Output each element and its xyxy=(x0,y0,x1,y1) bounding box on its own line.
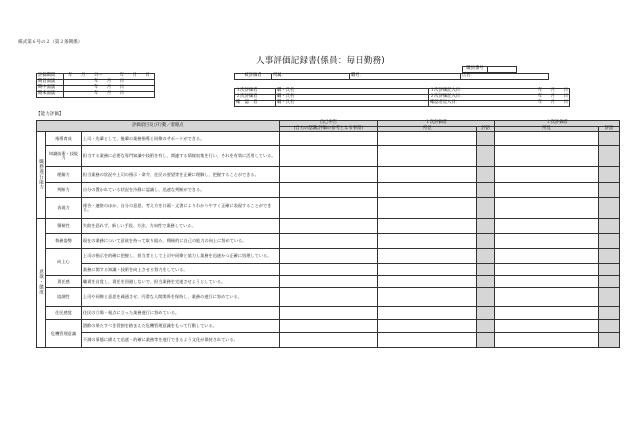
item-label: 理解力 xyxy=(45,167,81,183)
period-table xyxy=(36,73,155,98)
second-grade-cell[interactable] xyxy=(598,198,619,219)
first-grade-cell[interactable] xyxy=(477,276,495,288)
item-label: 積極性 xyxy=(45,219,81,234)
table-row xyxy=(37,320,620,333)
person-label: 被評価者 xyxy=(235,74,272,80)
second-grade-cell[interactable] xyxy=(598,146,619,167)
first-opinion-cell[interactable] xyxy=(378,307,477,320)
first-opinion-cell[interactable] xyxy=(378,320,477,333)
second-grade-cell[interactable] xyxy=(598,219,619,234)
period-label-3: 期末面談 xyxy=(37,92,64,98)
group-label xyxy=(37,132,46,219)
self-assessment-cell[interactable] xyxy=(279,132,378,146)
evaluator-label-2: 確 認 者 xyxy=(235,101,276,107)
table-row xyxy=(37,264,620,276)
second-opinion-cell[interactable] xyxy=(495,183,599,198)
table-row xyxy=(37,146,620,167)
item-label: 協調性 xyxy=(45,288,81,307)
first-opinion-cell[interactable] xyxy=(378,167,477,183)
table-row xyxy=(37,333,620,348)
item-description: 上司や同僚と意思を疎通させ、円滑な人間関係を保持し、業務の遂行に努めている。 xyxy=(81,288,279,307)
first-grade-cell[interactable] xyxy=(477,307,495,320)
item-label: 責任感 xyxy=(45,276,81,288)
evaluator-label-1: ２次評価者 xyxy=(235,95,276,101)
first-opinion-cell[interactable] xyxy=(378,146,477,167)
self-assessment-cell[interactable] xyxy=(279,167,378,183)
second-opinion-cell[interactable] xyxy=(495,219,599,234)
second-grade-cell[interactable] xyxy=(598,264,619,276)
first-grade-cell[interactable] xyxy=(477,132,495,146)
header-first-opinion: 所見 xyxy=(378,126,477,132)
table-row xyxy=(37,167,620,183)
evaluator-name-0[interactable]: 職・氏名 xyxy=(276,89,429,95)
item-description: 業務に関する知識・技術を向上させる努力をしている。 xyxy=(81,264,279,276)
first-grade-cell[interactable] xyxy=(477,183,495,198)
item-description: 職責を自覚し、責任を回避しないで、担当業務を完遂させようとしている。 xyxy=(81,276,279,288)
self-assessment-cell[interactable] xyxy=(279,264,378,276)
period-value-3[interactable]: 年 月 日 xyxy=(64,92,155,98)
evaluator-date-2[interactable]: 年 月 日 xyxy=(487,101,570,107)
first-grade-cell[interactable] xyxy=(477,249,495,264)
table-row xyxy=(37,276,620,288)
first-opinion-cell[interactable] xyxy=(378,198,477,219)
group-label-text: 職務遂行能力 xyxy=(38,158,44,190)
second-opinion-cell[interactable] xyxy=(495,249,599,264)
table-row xyxy=(37,288,620,307)
item-description: 報告・連絡のほか、自分の意思、考え方を口頭・文書によりわかりやすく正確に表現することができる。 xyxy=(81,198,279,219)
second-grade-cell[interactable] xyxy=(598,234,619,249)
first-opinion-cell[interactable] xyxy=(378,288,477,307)
item-description: 住民の立場・視点に立った業務遂行に努めている。 xyxy=(81,307,279,320)
first-opinion-cell[interactable] xyxy=(378,183,477,198)
header-self: 自己申告 xyxy=(279,121,378,127)
self-assessment-cell[interactable] xyxy=(279,234,378,249)
first-grade-cell[interactable] xyxy=(477,198,495,219)
person-table xyxy=(234,73,549,80)
item-description: 失敗を恐れず、新しい手段、方法、方向性で業務している。 xyxy=(81,219,279,234)
header-second-opinion: 所見 xyxy=(495,126,599,132)
second-opinion-cell[interactable] xyxy=(495,307,599,320)
item-description: 自分の置かれている状況を冷静に認識し、迅速な判断ができる。 xyxy=(81,183,279,198)
item-description: 担当業務の状況や上司の指示・命令、住民の要望等を正確に理解し、把握することができる。 xyxy=(81,167,279,183)
section-title: 【能力評価】 xyxy=(36,112,64,117)
table-row xyxy=(37,198,620,219)
item-description: 現在の業務について意欲を持って取り組み、積極的に自己の能力の向上に努めている。 xyxy=(81,234,279,249)
evaluator-date-label-0: １次評価記入日： xyxy=(429,89,488,95)
self-assessment-cell[interactable] xyxy=(279,183,378,198)
second-grade-cell[interactable] xyxy=(598,333,619,348)
first-grade-cell[interactable] xyxy=(477,234,495,249)
evaluator-name-1[interactable]: 職・氏名 xyxy=(276,95,429,101)
period-value-1[interactable]: 年 月 日 xyxy=(64,80,155,86)
first-opinion-cell[interactable] xyxy=(378,276,477,288)
person-name-field[interactable]: 氏名： xyxy=(461,74,549,80)
self-assessment-cell[interactable] xyxy=(279,276,378,288)
header-first-grade: 評語 xyxy=(477,126,495,132)
header-first: １次評価者 xyxy=(378,121,495,127)
first-opinion-cell[interactable] xyxy=(378,132,477,146)
item-label: 危機管理意識 xyxy=(45,320,81,348)
first-grade-cell[interactable] xyxy=(477,333,495,348)
evaluator-date-label-2: 確認者記入日： xyxy=(429,101,488,107)
period-value-0[interactable]: 年 月 日〜 年 月 日 xyxy=(64,74,155,80)
second-opinion-cell[interactable] xyxy=(495,320,599,333)
table-row xyxy=(37,307,620,320)
page-title: 人事評価記録書(係員：毎日勤務) xyxy=(256,56,385,66)
evaluator-name-2[interactable]: 職・氏名 xyxy=(276,101,429,107)
person-position-field[interactable]: 職名： xyxy=(350,74,461,80)
first-grade-cell[interactable] xyxy=(477,146,495,167)
item-label: 表現力 xyxy=(45,198,81,219)
form-number: 様式第６号の２（第２条関係） xyxy=(18,40,83,45)
record-number-field[interactable] xyxy=(488,67,517,73)
self-assessment-cell[interactable] xyxy=(279,333,378,348)
period-label-0: 評価期間 xyxy=(37,74,64,80)
item-label: 知識技術・技能力 xyxy=(45,146,81,167)
second-grade-cell[interactable] xyxy=(598,307,619,320)
second-grade-cell[interactable] xyxy=(598,183,619,198)
evaluator-date-label-1: ２次評価記入日： xyxy=(429,95,488,101)
second-grade-cell[interactable] xyxy=(598,276,619,288)
second-opinion-cell[interactable] xyxy=(495,288,599,307)
self-assessment-cell[interactable] xyxy=(279,219,378,234)
record-number-label: 職員番号 xyxy=(463,67,488,73)
second-grade-cell[interactable] xyxy=(598,320,619,333)
item-label: 向上心 xyxy=(45,249,81,276)
evaluator-label-0: １次評価者 xyxy=(235,89,276,95)
person-dept-field[interactable]: 所属： xyxy=(272,74,350,80)
table-row xyxy=(37,234,620,249)
first-opinion-cell[interactable] xyxy=(378,234,477,249)
item-label: 執務姿勢 xyxy=(45,234,81,249)
first-grade-cell[interactable] xyxy=(477,219,495,234)
second-opinion-cell[interactable] xyxy=(495,167,599,183)
header-items: 評価項目及び行動／着眼点 xyxy=(37,121,280,132)
first-grade-cell[interactable] xyxy=(477,264,495,276)
second-opinion-cell[interactable] xyxy=(495,276,599,288)
second-opinion-cell[interactable] xyxy=(495,234,599,249)
second-opinion-cell[interactable] xyxy=(495,333,599,348)
first-grade-cell[interactable] xyxy=(477,167,495,183)
item-label: 指導育成 xyxy=(45,132,81,146)
first-grade-cell[interactable] xyxy=(477,288,495,307)
first-opinion-cell[interactable] xyxy=(378,249,477,264)
period-value-2[interactable]: 年 月 日 xyxy=(64,86,155,92)
item-description: 不測の事態に備えて迅速・的確に業務等を遂行できるよう文化が保持されている。 xyxy=(81,333,279,348)
self-assessment-cell[interactable] xyxy=(279,320,378,333)
first-opinion-cell[interactable] xyxy=(378,333,477,348)
second-grade-cell[interactable] xyxy=(598,132,619,146)
second-opinion-cell[interactable] xyxy=(495,198,599,219)
first-opinion-cell[interactable] xyxy=(378,264,477,276)
table-row xyxy=(37,249,620,264)
evaluation-table xyxy=(36,120,620,348)
item-description: 上司の指示を的確に把握し、担当者として上司や同僚と協力し業務を迅速かつ正確に処理している。 xyxy=(81,249,279,264)
header-second: ２次評価者 xyxy=(495,121,620,127)
table-row xyxy=(37,183,620,198)
self-assessment-cell[interactable] xyxy=(279,198,378,219)
item-label: 住民感覚 xyxy=(45,307,81,320)
table-row xyxy=(37,219,620,234)
header-self-sub: (自らの認識,評価の参考となる事項) xyxy=(279,126,378,132)
second-opinion-cell[interactable] xyxy=(495,264,599,276)
first-grade-cell[interactable] xyxy=(477,320,495,333)
self-assessment-cell[interactable] xyxy=(279,307,378,320)
first-opinion-cell[interactable] xyxy=(378,219,477,234)
second-opinion-cell[interactable] xyxy=(495,132,599,146)
self-assessment-cell[interactable] xyxy=(279,249,378,264)
table-row xyxy=(37,132,620,146)
second-opinion-cell[interactable] xyxy=(495,146,599,167)
period-label-2: 期中面談 xyxy=(37,86,64,92)
group-label xyxy=(37,219,46,348)
second-grade-cell[interactable] xyxy=(598,167,619,183)
header-second-grade: 評語 xyxy=(598,126,619,132)
self-assessment-cell[interactable] xyxy=(279,288,378,307)
item-description: 担当する業務に必要な専門知識や技術を有し、関連する情報収集を行い、それを有効に活用している。 xyxy=(81,146,279,167)
evaluator-date-0[interactable]: 年 月 日 xyxy=(487,89,570,95)
item-label: 判断力 xyxy=(45,183,81,198)
item-description: 上司・先輩として、後輩の業務指導と同僚のサポートができる。 xyxy=(81,132,279,146)
group-label-text: 意欲・態度 xyxy=(38,269,44,295)
record-number-box xyxy=(462,66,517,73)
evaluator-table xyxy=(234,88,570,107)
evaluator-date-1[interactable]: 年 月 日 xyxy=(487,95,570,101)
period-label-1: 期首面談 xyxy=(37,80,64,86)
second-grade-cell[interactable] xyxy=(598,288,619,307)
second-grade-cell[interactable] xyxy=(598,249,619,264)
self-assessment-cell[interactable] xyxy=(279,146,378,167)
item-description: 酒酔の果たすべき役割を踏まえた危機管理意識をもって行動している。 xyxy=(81,320,279,333)
